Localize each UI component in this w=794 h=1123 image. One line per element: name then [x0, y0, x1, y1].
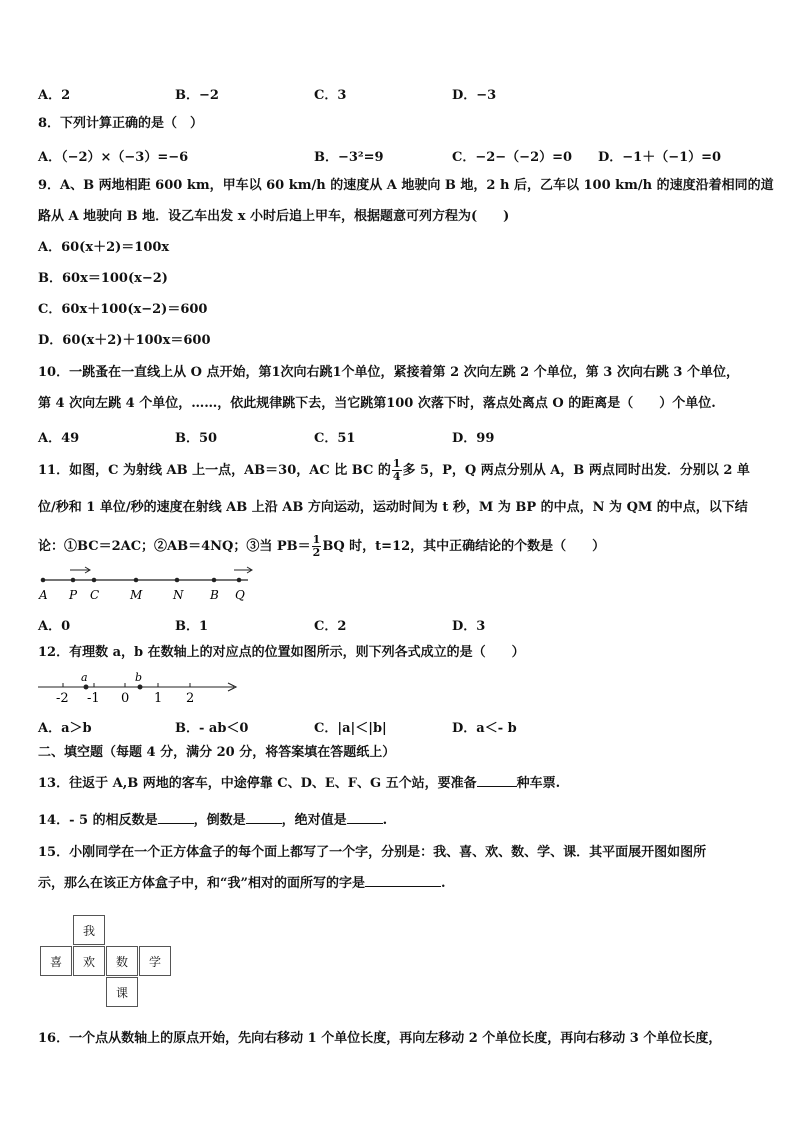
q11-line3-b: BQ 时，t=12，其中正确结论的个数是（ ） [322, 539, 606, 554]
q11-line3 [38, 534, 605, 559]
q10-options [38, 427, 758, 445]
q10-option-a: A．49 [38, 431, 80, 446]
dot-a [41, 578, 46, 583]
q14-text-b: ，倒数是 [193, 813, 246, 828]
tick-label-2: 2 [186, 691, 195, 706]
q14-answer-blank-2[interactable] [246, 811, 282, 824]
q7-option-d: D．−3 [452, 88, 497, 103]
q11-frac2-denominator: 2 [312, 546, 321, 559]
dot-n [175, 578, 180, 583]
dot-a [84, 685, 89, 690]
q10-line1: 10．一跳蚤在一直线上从 O 点开始，第1次向右跳1个单位，紧接着第 2 次向左跳 2 个单位，第 3 次向右跳 3 个单位， [38, 365, 739, 380]
q13-text-a: 13．往返于 A,B 两地的客车，中途停靠 C、D、E、F、G 五个站，要准备 [38, 776, 477, 791]
q12-option-a: A．a＞b [38, 721, 92, 736]
dot-b [212, 578, 217, 583]
q12-option-b: B．- ab＜0 [175, 721, 249, 736]
q14-answer-blank-1[interactable] [158, 811, 194, 824]
q11-fraction-one-half [312, 534, 322, 559]
q11-option-b: B．1 [175, 619, 209, 634]
q7-option-a: A．2 [38, 88, 71, 103]
label-a: a [81, 671, 88, 684]
q15-cube-net [40, 915, 180, 1015]
q14-text-a: 14．- 5 的相反数是 [38, 813, 158, 828]
q11-frac2-numerator: 1 [312, 533, 321, 546]
q8-stem: 8．下列计算正确的是（ ） [38, 116, 204, 131]
q12-option-c: C．|a|＜|b| [314, 721, 387, 736]
q9-option-a: A．60(x＋2)＝100x [38, 240, 170, 255]
q9-option-c: C．60x＋100(x−2)＝600 [38, 302, 208, 317]
q7-options [38, 84, 758, 102]
q13-answer-blank[interactable] [477, 774, 517, 787]
q11-line1-b: 多 5，P，Q 两点分别从 A，B 两点同时出发．分别以 2 单 [402, 463, 750, 478]
dot-b [138, 685, 143, 690]
q15-line2-text: 示，那么在该正方体盒子中，和“我”相对的面所写的字是 [38, 876, 365, 891]
q10-option-d: D．99 [452, 431, 495, 446]
tick-label-neg2: -2 [56, 691, 69, 706]
q11-line3-a: 论：①BC＝2AC；②AB＝4NQ；③当 PB＝ [38, 539, 311, 554]
tick-label-neg1: -1 [87, 691, 100, 706]
q11-frac1-denominator: 4 [392, 470, 401, 483]
q10-option-b: B．50 [175, 431, 218, 446]
q8-option-d: D．−1＋（−1）=0 [598, 150, 722, 165]
section2-heading: 二、填空题（每题 4 分，满分 20 分，将答案填在答题纸上） [38, 745, 396, 760]
q11-frac1-numerator: 1 [392, 457, 401, 470]
arrow-p-icon [70, 567, 90, 573]
tick-label-0: 0 [121, 691, 130, 706]
q9-line2: 路从 A 地驶向 B 地．设乙车出发 x 小时后追上甲车，根据题意可列方程为( ) [38, 209, 510, 224]
q14-text-d: . [382, 813, 388, 828]
q8-options [38, 146, 758, 164]
q8-option-c: C．−2−（−2）=0 [452, 150, 573, 165]
q9-option-d: D．60(x＋2)＋100x＝600 [38, 333, 211, 348]
q14-answer-blank-3[interactable] [347, 811, 383, 824]
q15-line2-end: . [440, 876, 446, 891]
q10-option-c: C．51 [314, 431, 356, 446]
q13-text-b: 种车票. [516, 776, 561, 791]
q12-number-line [34, 667, 244, 707]
q9-option-b: B．60x＝100(x−2) [38, 271, 168, 286]
q8-option-b: B．−3²=9 [314, 150, 384, 165]
q11-fraction-one-quarter [392, 458, 402, 483]
label-m: M [130, 588, 143, 602]
q13-line [38, 774, 560, 793]
arrow-q-icon [234, 567, 252, 573]
dot-c [92, 578, 97, 583]
q11-line1-a: 11．如图，C 为射线 AB 上一点，AB＝30，AC 比 BC 的 [38, 463, 391, 478]
q8-option-a: A．（−2）×（−3）=−6 [38, 150, 189, 165]
dot-p [71, 578, 76, 583]
q11-option-d: D．3 [452, 619, 486, 634]
label-b: b [135, 671, 143, 684]
q15-line2 [38, 874, 446, 893]
q15-answer-blank[interactable] [365, 874, 441, 887]
q12-options [38, 717, 758, 735]
label-c: C [90, 588, 100, 602]
net-cell-3: 数 [106, 946, 138, 976]
q11-option-c: C．2 [314, 619, 347, 634]
q14-text-c: ，绝对值是 [281, 813, 347, 828]
net-cell-bottom: 课 [106, 977, 138, 1007]
q11-option-a: A．0 [38, 619, 71, 634]
dot-q [237, 578, 242, 583]
label-a: A [39, 588, 48, 602]
q11-line1 [38, 458, 750, 483]
label-b: B [210, 588, 219, 602]
net-cell-1: 喜 [40, 946, 72, 976]
net-cell-2: 欢 [73, 946, 105, 976]
tick-label-1: 1 [154, 691, 163, 706]
q11-options [38, 615, 758, 633]
label-p: P [69, 588, 78, 602]
dot-m [134, 578, 139, 583]
q14-line [38, 811, 387, 830]
q12-option-d: D．a＜- b [452, 721, 517, 736]
label-n: N [173, 588, 184, 602]
q11-line2: 位/秒和 1 单位/秒的速度在射线 AB 上沿 AB 方向运动，运动时间为 t 秒，M 为 BP 的中点，N 为 QM 的中点，以下结 [38, 500, 748, 515]
q9-line1: 9．A、B 两地相距 600 km，甲车以 60 km/h 的速度从 A 地驶向 B 地，2 h 后，乙车以 100 km/h 的速度沿着相同的道 [38, 178, 774, 193]
label-q: Q [235, 588, 245, 602]
q10-line2: 第 4 次向左跳 4 个单位，……，依此规律跳下去，当它跳第100 次落下时，落点处离点 O 的距离是（ ）个单位. [38, 396, 716, 411]
q11-ray-diagram [34, 562, 264, 604]
q16-line1: 16．一个点从数轴上的原点开始，先向右移动 1 个单位长度，再向左移动 2 个单位长度，再向右移动 3 个单位长度， [38, 1031, 722, 1046]
q15-line1: 15．小刚同学在一个正方体盒子的每个面上都写了一个字，分别是：我、喜、欢、数、学、课．其平面展开图如图所 [38, 845, 707, 860]
q12-stem: 12．有理数 a，b 在数轴上的对应点的位置如图所示，则下列各式成立的是（ ） [38, 645, 525, 660]
q7-option-b: B．−2 [175, 88, 219, 103]
q7-option-c: C．3 [314, 88, 347, 103]
net-cell-4: 学 [139, 946, 171, 976]
net-cell-top: 我 [73, 915, 105, 945]
